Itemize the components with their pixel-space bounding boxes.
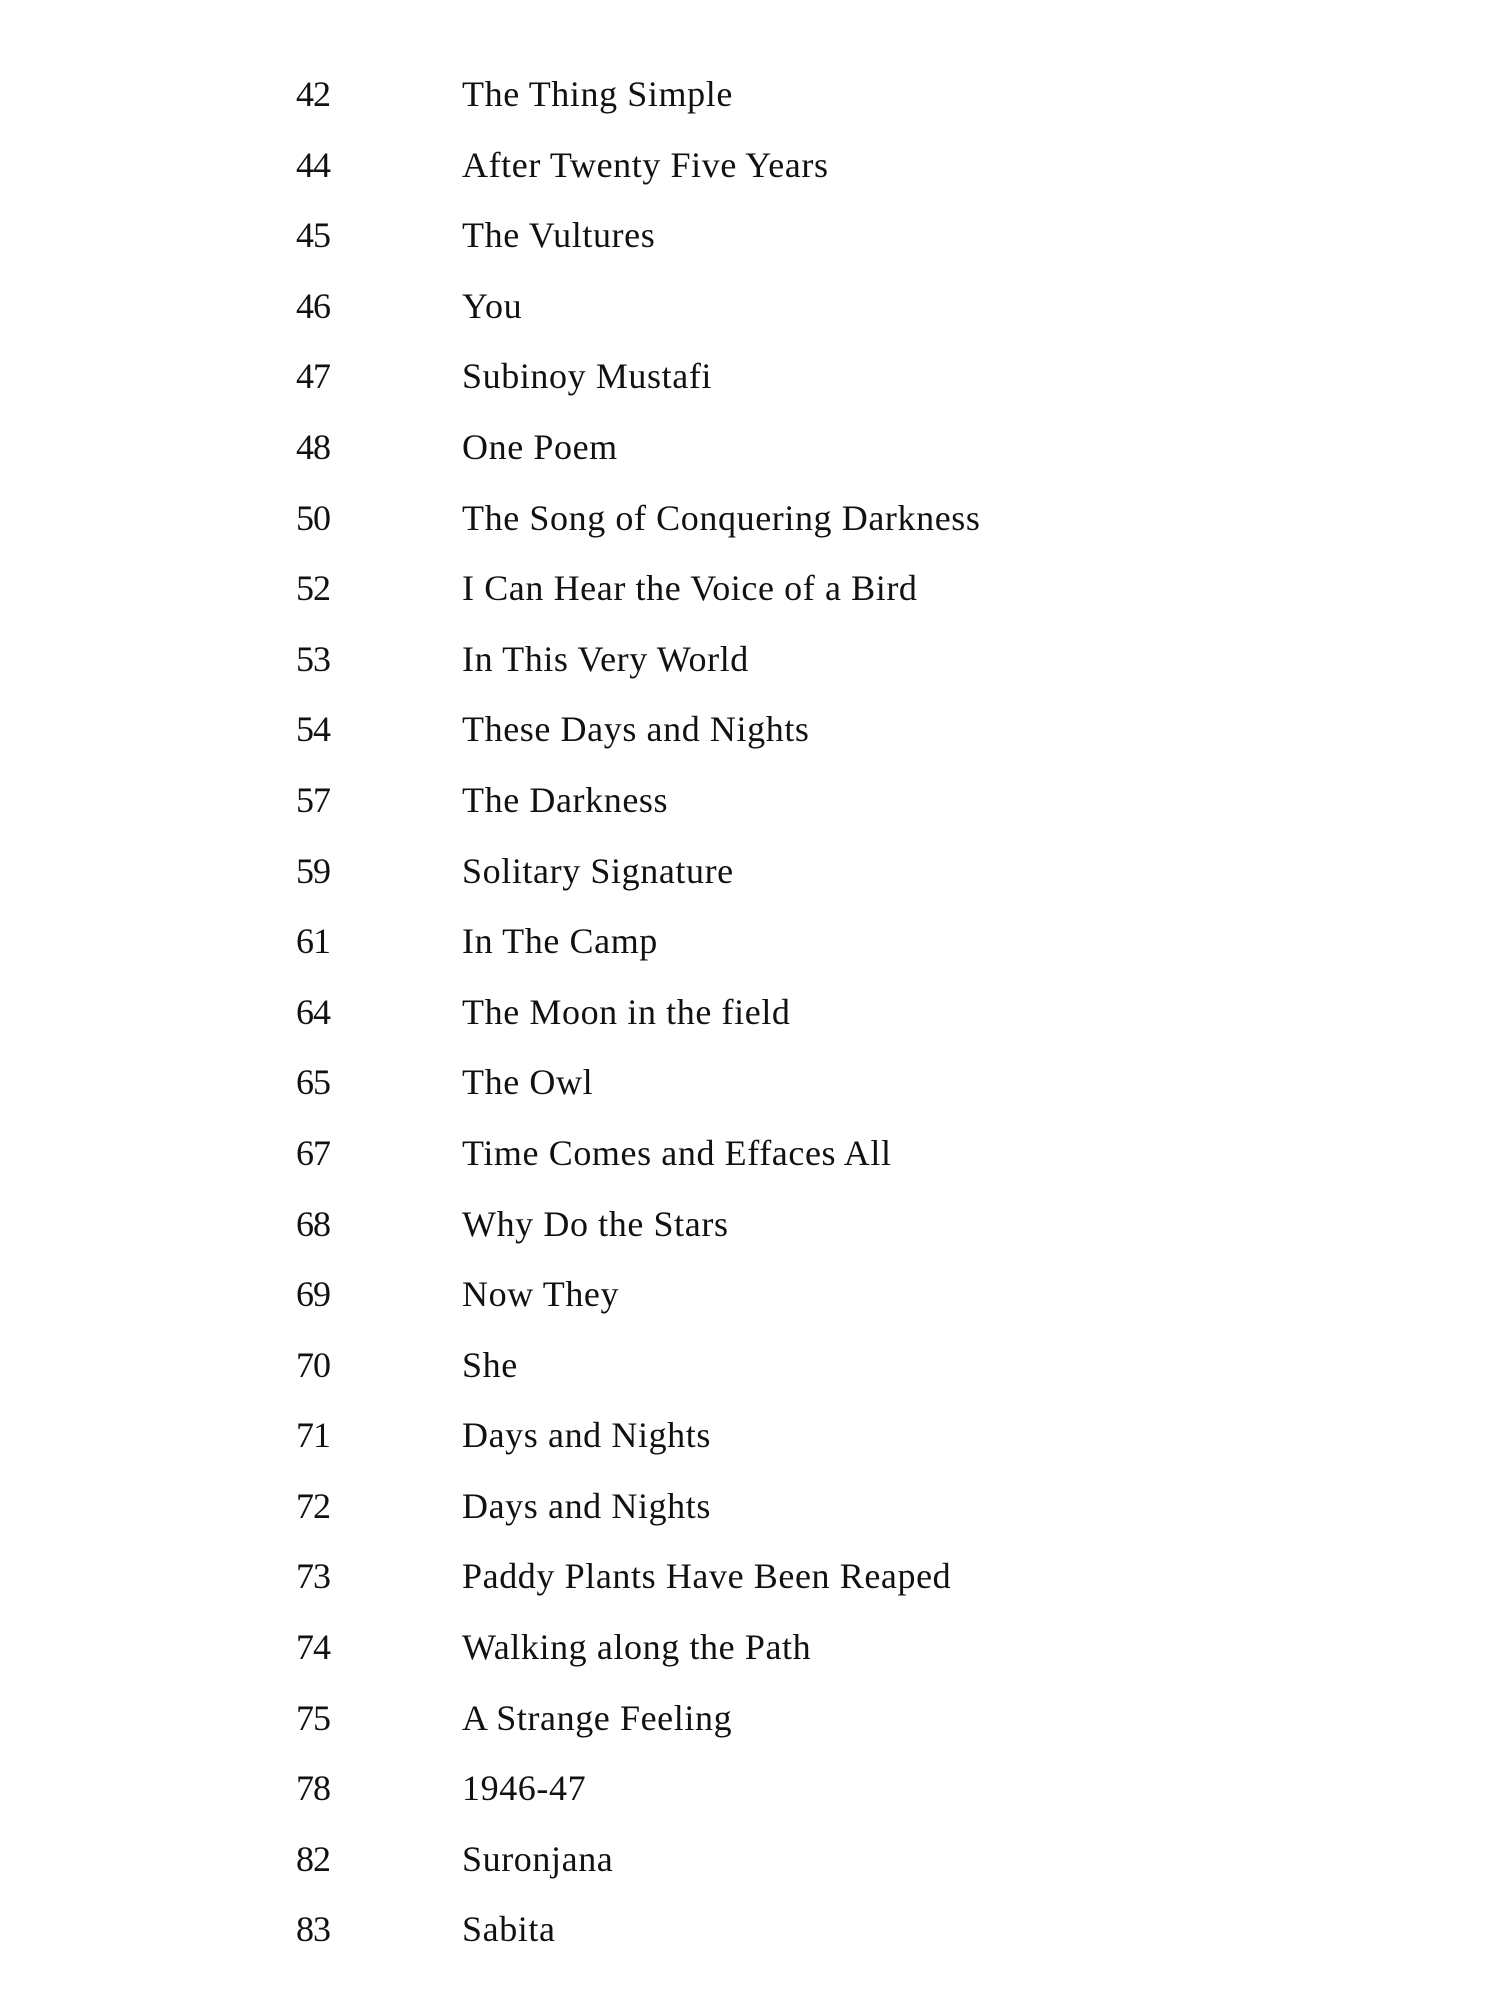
- toc-entry: [0, 778, 1500, 849]
- page-number: 44: [296, 144, 330, 185]
- page-number: 75: [296, 1697, 330, 1738]
- entry-title: Days and Nights: [462, 1485, 711, 1526]
- page-number: 73: [296, 1556, 330, 1597]
- page-number: 74: [296, 1627, 330, 1668]
- entry-title: Solitary Signature: [462, 850, 734, 891]
- toc-entry: [0, 1766, 1500, 1837]
- toc-entry: [0, 1696, 1500, 1767]
- page-number: 72: [296, 1485, 330, 1526]
- toc-entry: [0, 284, 1500, 355]
- entry-title: Now They: [462, 1274, 620, 1315]
- page-number: 46: [296, 285, 330, 326]
- toc-entry: [0, 637, 1500, 708]
- toc-entry: [0, 1484, 1500, 1555]
- entry-title: After Twenty Five Years: [462, 144, 829, 185]
- page-number: 47: [296, 356, 330, 397]
- page-number: 52: [296, 568, 330, 609]
- toc-entry: [0, 72, 1500, 143]
- page-number: 68: [296, 1203, 330, 1244]
- toc-entry: [0, 1272, 1500, 1343]
- entry-title: In This Very World: [462, 638, 749, 679]
- page-number: 64: [296, 991, 330, 1032]
- table-of-contents: [0, 72, 1500, 1978]
- page-number: 71: [296, 1415, 330, 1456]
- entry-title: The Owl: [462, 1062, 594, 1103]
- toc-entry: [0, 354, 1500, 425]
- toc-entry: [0, 1131, 1500, 1202]
- entry-title: I Can Hear the Voice of a Bird: [462, 568, 918, 609]
- entry-title: Sabita: [462, 1909, 556, 1950]
- entry-title: Days and Nights: [462, 1415, 711, 1456]
- page-number: 45: [296, 215, 330, 256]
- toc-entry: [0, 1202, 1500, 1273]
- page-number: 78: [296, 1768, 330, 1809]
- entry-title: The Vultures: [462, 215, 656, 256]
- toc-entry: [0, 1625, 1500, 1696]
- page-number: 61: [296, 921, 330, 962]
- toc-entry: [0, 849, 1500, 920]
- entry-title: The Song of Conquering Darkness: [462, 497, 981, 538]
- toc-entry: [0, 919, 1500, 990]
- toc-entry: [0, 1837, 1500, 1908]
- toc-entry: [0, 1060, 1500, 1131]
- toc-entry: [0, 1413, 1500, 1484]
- toc-entry: [0, 496, 1500, 567]
- entry-title: In The Camp: [462, 921, 658, 962]
- toc-entry: [0, 213, 1500, 284]
- page-number: 48: [296, 426, 330, 467]
- toc-entry: [0, 990, 1500, 1061]
- toc-entry: [0, 1907, 1500, 1978]
- entry-title: Walking along the Path: [462, 1627, 812, 1668]
- entry-title: Time Comes and Effaces All: [462, 1132, 892, 1173]
- page-number: 82: [296, 1838, 330, 1879]
- entry-title: Paddy Plants Have Been Reaped: [462, 1556, 952, 1597]
- entry-title: You: [462, 285, 523, 326]
- entry-title: Why Do the Stars: [462, 1203, 729, 1244]
- entry-title: She: [462, 1344, 518, 1385]
- entry-title: These Days and Nights: [462, 709, 810, 750]
- entry-title: Suronjana: [462, 1838, 614, 1879]
- entry-title: One Poem: [462, 426, 618, 467]
- toc-entry: [0, 566, 1500, 637]
- toc-entry: [0, 143, 1500, 214]
- page-number: 42: [296, 74, 330, 114]
- page-number: 67: [296, 1132, 330, 1173]
- toc-entry: [0, 1343, 1500, 1414]
- page-number: 53: [296, 638, 330, 679]
- page-number: 70: [296, 1344, 330, 1385]
- entry-title: A Strange Feeling: [462, 1697, 733, 1738]
- page-number: 50: [296, 497, 330, 538]
- entry-title: Subinoy Mustafi: [462, 356, 713, 397]
- page-number: 69: [296, 1274, 330, 1315]
- entry-title: The Thing Simple: [462, 74, 733, 114]
- toc-entry: [0, 425, 1500, 496]
- entry-title: 1946-47: [462, 1768, 587, 1809]
- toc-entry: [0, 1554, 1500, 1625]
- toc-entry: [0, 707, 1500, 778]
- page-number: 59: [296, 850, 330, 891]
- entry-title: The Darkness: [462, 779, 669, 820]
- page-number: 83: [296, 1909, 330, 1950]
- page-number: 65: [296, 1062, 330, 1103]
- page-number: 57: [296, 779, 330, 820]
- page-number: 54: [296, 709, 330, 750]
- entry-title: The Moon in the field: [462, 991, 791, 1032]
